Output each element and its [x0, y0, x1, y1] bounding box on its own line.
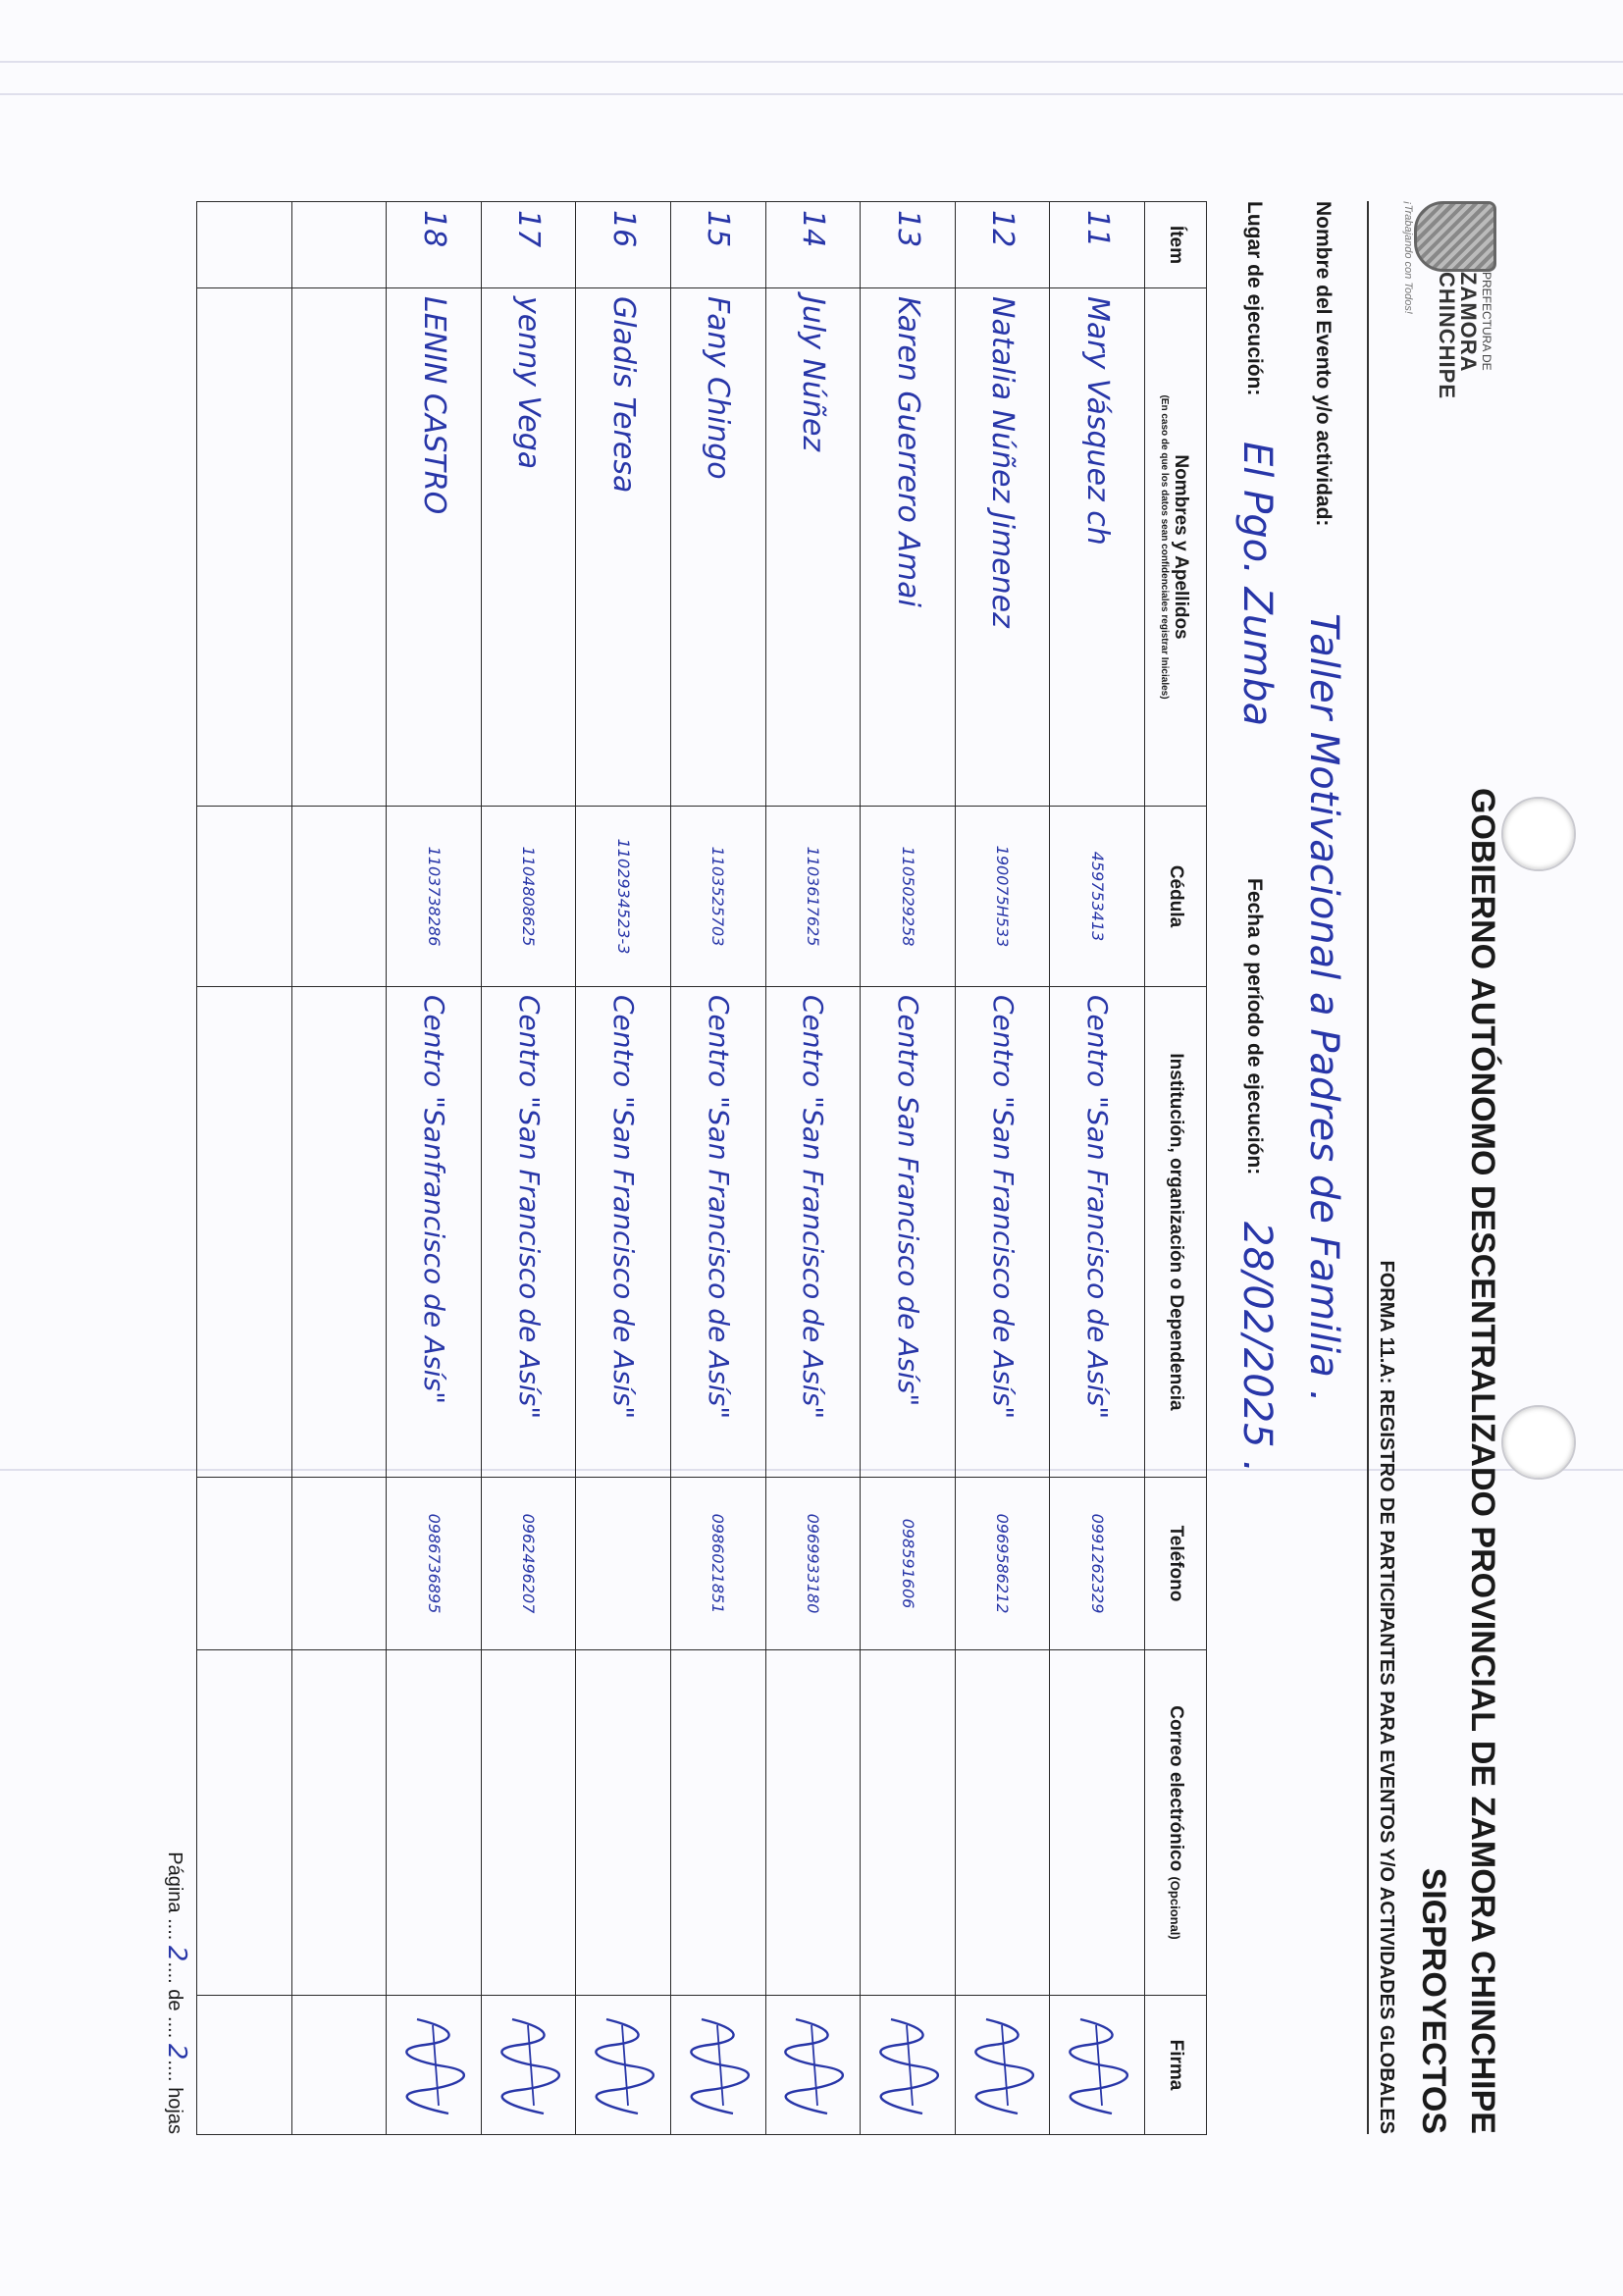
table-row [197, 202, 292, 2135]
cell-cedula: 1102934523-3 [576, 807, 671, 987]
cell-item: 17 [481, 202, 576, 288]
cell-email [576, 1650, 671, 1996]
cell-cedula [197, 807, 292, 987]
signature-scribble [495, 2011, 563, 2119]
page-total: 2 [162, 2043, 191, 2061]
cell-name [291, 288, 387, 807]
table-row [765, 202, 861, 2135]
punch-hole [1501, 797, 1576, 871]
logo-name-2: CHINCHIPE [1435, 272, 1459, 400]
table-row [671, 202, 766, 2135]
form-name: FORMA 11.A: REGISTRO DE PARTICIPANTES PARA EVENTOS Y/O ACTIVIDADES GLOBALES [1376, 1260, 1397, 2134]
cell-item: 12 [955, 202, 1050, 288]
rotated-form [162, 201, 1501, 2164]
logo-tagline: ¡Trabajando con Todos! [1402, 201, 1414, 314]
cell-signature [765, 1996, 861, 2135]
table-row [576, 202, 671, 2135]
cell-email [291, 1650, 387, 1996]
signature-scribble [589, 2011, 657, 2119]
signature-scribble [873, 2011, 942, 2119]
cell-name: Mary Vásquez ch [1050, 288, 1145, 807]
signature-scribble [684, 2011, 753, 2119]
cell-item: 11 [1050, 202, 1145, 288]
cell-phone [291, 1478, 387, 1650]
col-name-label: Nombres y Apellidos [1171, 454, 1192, 640]
participants-table [196, 201, 1207, 2135]
date-label: Fecha o período de ejecución: [1243, 878, 1266, 1175]
cell-email [671, 1650, 766, 1996]
cell-email [861, 1650, 956, 1996]
signature-scribble [778, 2011, 847, 2119]
cell-signature [671, 1996, 766, 2135]
cell-phone: 0969933180 [765, 1478, 861, 1650]
cell-cedula: 1103738286 [387, 807, 482, 987]
signature-scribble [1063, 2011, 1131, 2119]
cell-name: Fany Chingo [671, 288, 766, 807]
place-value: El Pgo. Zumba [1234, 442, 1280, 727]
col-email-label: Correo electrónico [1166, 1705, 1186, 1872]
cell-item: 16 [576, 202, 671, 288]
logo-name-1: ZAMORA [1456, 272, 1481, 373]
cell-institution: Centro "San Francisco de Asís" [765, 987, 861, 1478]
cell-signature [1050, 1996, 1145, 2135]
cell-phone: 0969586212 [955, 1478, 1050, 1650]
cell-phone [576, 1478, 671, 1650]
cell-signature [955, 1996, 1050, 2135]
table-row [955, 202, 1050, 2135]
cell-institution [291, 987, 387, 1478]
cell-email [387, 1650, 482, 1996]
cell-item [197, 202, 292, 288]
col-cedula: Cédula [1145, 807, 1207, 987]
col-email-note: (Opcional) [1168, 1876, 1182, 1940]
page-title: GOBIERNO AUTÓNOMO DESCENTRALIZADO PROVINCIAL DE ZAMORA CHINCHIPE [1464, 788, 1501, 2134]
col-institution: Institución, organización o Dependencia [1145, 987, 1207, 1478]
cell-institution: Centro "Sanfrancisco de Asís" [387, 987, 482, 1478]
signature-scribble [399, 2011, 468, 2119]
cell-item: 14 [765, 202, 861, 288]
table-row [861, 202, 956, 2135]
cell-institution [197, 987, 292, 1478]
event-name-value: Taller Motivacional a Padres de Familia . [1301, 613, 1346, 1403]
scan-artifact [0, 61, 1623, 63]
page-suffix: hojas [164, 2087, 185, 2134]
table-row [291, 202, 387, 2135]
cell-name [197, 288, 292, 807]
cell-email [481, 1650, 576, 1996]
page-middle: de [164, 1989, 185, 2011]
cell-cedula: 1105029258 [861, 807, 956, 987]
cell-name: July Núñez [765, 288, 861, 807]
cell-signature [291, 1996, 387, 2135]
cell-email [955, 1650, 1050, 1996]
cell-institution: Centro San Francisco de Asís" [861, 987, 956, 1478]
col-name-note: (En caso de que los datos sean confidenciales registrar Iniciales) [1159, 394, 1171, 700]
col-phone: Teléfono [1145, 1478, 1207, 1650]
cell-signature [576, 1996, 671, 2135]
event-name-label: Nombre del Evento y/o actividad: [1312, 201, 1335, 527]
cell-institution: Centro "San Francisco de Asís" [1050, 987, 1145, 1478]
cell-phone: 0986021851 [671, 1478, 766, 1650]
cell-email [1050, 1650, 1145, 1996]
punch-hole [1501, 1405, 1576, 1480]
cell-phone: 098591606 [861, 1478, 956, 1650]
cell-institution: Centro "San Francisco de Asís" [955, 987, 1050, 1478]
page-current: 2 [162, 1945, 191, 1962]
cell-name: yenny Vega [481, 288, 576, 807]
signature-scribble [969, 2011, 1037, 2119]
date-value: 28/02/2025 . [1234, 1222, 1280, 1473]
cell-name: LENIN CASTRO [387, 288, 482, 807]
cell-cedula: 190075H533 [955, 807, 1050, 987]
cell-name: Karen Guerrero Amai [861, 288, 956, 807]
cell-email [197, 1650, 292, 1996]
page-counter: Página .... 2.... de .... 2.... hojas [162, 1852, 191, 2134]
cell-cedula: 1104808625 [481, 807, 576, 987]
table-row [1050, 202, 1145, 2135]
cell-cedula: 1103525703 [671, 807, 766, 987]
cell-item: 15 [671, 202, 766, 288]
table-header-row [1145, 202, 1207, 2135]
cell-item: 18 [387, 202, 482, 288]
cell-phone: 0986736895 [387, 1478, 482, 1650]
cell-name: Natalia Núñez Jimenez [955, 288, 1050, 807]
cell-cedula: 459753413 [1050, 807, 1145, 987]
table-row [387, 202, 482, 2135]
col-email [1145, 1650, 1207, 1996]
cell-cedula: 1103617625 [765, 807, 861, 987]
cell-signature [481, 1996, 576, 2135]
cell-institution: Centro "San Francisco de Asís" [576, 987, 671, 1478]
cell-institution: Centro "San Francisco de Asís" [671, 987, 766, 1478]
cell-email [765, 1650, 861, 1996]
page-subtitle: SIGPROYECTOS [1415, 1867, 1452, 2134]
cell-phone: 0962496207 [481, 1478, 576, 1650]
logo-prefecture: PREFECTURA DE [1480, 272, 1493, 371]
col-item: Ítem [1145, 202, 1207, 288]
col-signature: Firma [1145, 1996, 1207, 2135]
place-label: Lugar de ejecución: [1243, 201, 1266, 396]
cell-institution: Centro "San Francisco de Asís" [481, 987, 576, 1478]
scan-artifact [0, 93, 1623, 95]
page-prefix: Página [164, 1852, 185, 1913]
cell-name: Gladis Teresa [576, 288, 671, 807]
cell-phone [197, 1478, 292, 1650]
cell-signature [197, 1996, 292, 2135]
cell-phone: 0991262329 [1050, 1478, 1145, 1650]
col-name [1145, 288, 1207, 807]
cell-item: 13 [861, 202, 956, 288]
cell-signature [387, 1996, 482, 2135]
header-divider [1367, 201, 1369, 2134]
cell-signature [861, 1996, 956, 2135]
cell-item [291, 202, 387, 288]
table-row [481, 202, 576, 2135]
cell-cedula [291, 807, 387, 987]
